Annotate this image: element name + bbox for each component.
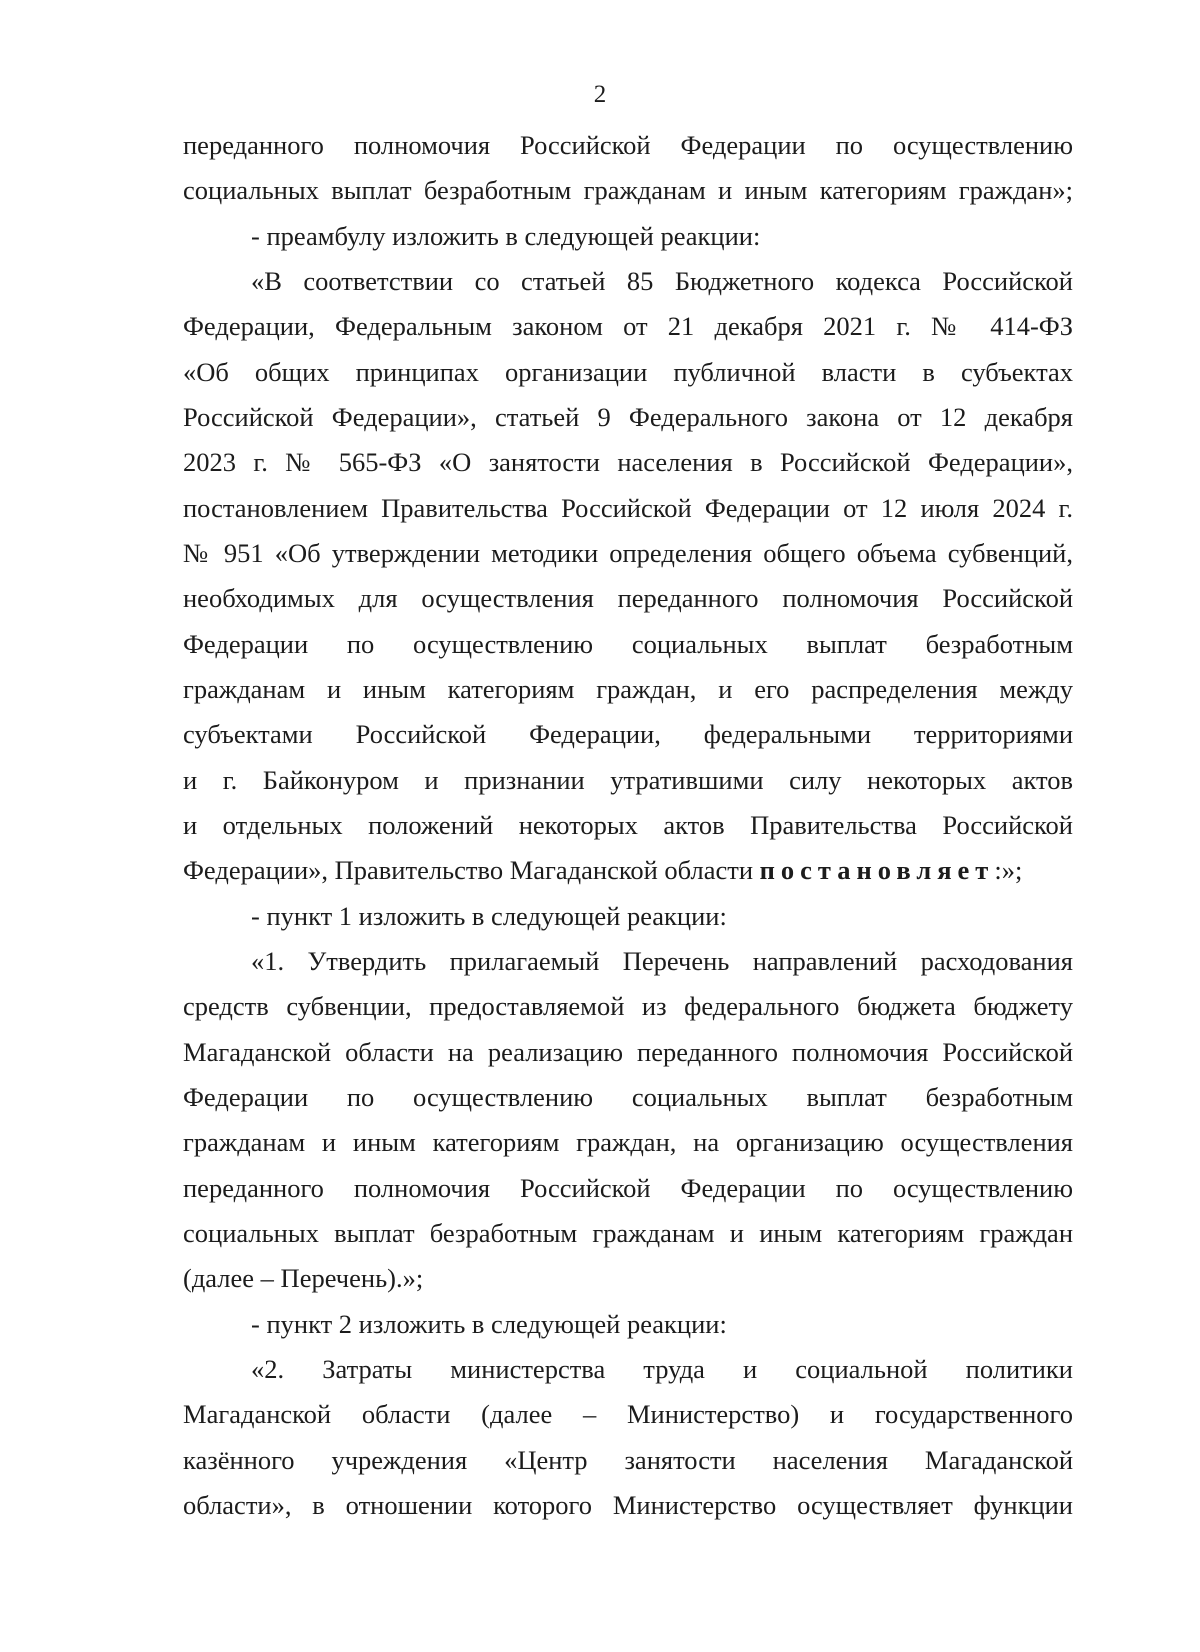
text-line: № 951 «Об утверждении методики определения общего объема субвенций, [183,538,1073,568]
page-number: 2 [593,81,607,108]
text-line: «В соответствии со статьей 85 Бюджетного кодекса Российской [251,266,1073,296]
text-line: казённого учреждения «Центр занятости населения Магаданской [183,1445,1073,1475]
resolution-word: постановляет [759,855,995,885]
text-line: гражданам и иным категориям граждан, и его распределения между [183,674,1073,704]
text-line: средств субвенции, предоставляемой из федерального бюджета бюджету [183,991,1073,1021]
text-line-resolution [183,850,1073,890]
text-line: «2. Затраты министерства труда и социальной политики [251,1354,1073,1384]
text-line: области», в отношении которого Министерство осуществляет функции [183,1490,1073,1520]
text-line: социальных выплат безработным гражданам и иным категориям граждан»; [183,175,1073,205]
text-line: и отдельных положений некоторых актов Правительства Российской [183,810,1073,840]
text-line: переданного полномочия Российской Федерации по осуществлению [183,130,1073,160]
text-line: - пункт 1 изложить в следующей реакции: [251,901,727,931]
text-line: Магаданской области (далее – Министерство) и государственного [183,1399,1073,1429]
text-line: «1. Утвердить прилагаемый Перечень направлений расходования [251,946,1073,976]
text-line: необходимых для осуществления переданного полномочия Российской [183,583,1073,613]
text-line: и г. Байконуром и признании утратившими силу некоторых актов [183,765,1073,795]
text-line: Российской Федерации», статьей 9 Федерального закона от 12 декабря [183,402,1073,432]
text-line: - пункт 2 изложить в следующей реакции: [251,1309,727,1339]
text-line: 2023 г. № 565-ФЗ «О занятости населения в Российской Федерации», [183,447,1073,477]
text-line: социальных выплат безработным гражданам и иным категориям граждан [183,1218,1073,1248]
text-line: Федерации, Федеральным законом от 21 декабря 2021 г. № 414-ФЗ [183,311,1073,341]
text-line: - преамбулу изложить в следующей реакции: [251,221,761,251]
text-line: гражданам и иным категориям граждан, на организацию осуществления [183,1127,1073,1157]
text-line: переданного полномочия Российской Федерации по осуществлению [183,1173,1073,1203]
text-line: субъектами Российской Федерации, федеральными территориями [183,719,1073,749]
text-line: Магаданской области на реализацию переданного полномочия Российской [183,1037,1073,1067]
text-after: :»; [994,855,1023,885]
text-line: «Об общих принципах организации публичной власти в субъектах [183,357,1073,387]
text-line: Федерации по осуществлению социальных выплат безработным [183,1082,1073,1112]
text-before: Федерации», Правительство Магаданской области [183,855,760,885]
text-line: постановлением Правительства Российской Федерации от 12 июля 2024 г. [183,493,1073,523]
text-line: (далее – Перечень).»; [183,1263,424,1293]
text-line: Федерации по осуществлению социальных выплат безработным [183,629,1073,659]
